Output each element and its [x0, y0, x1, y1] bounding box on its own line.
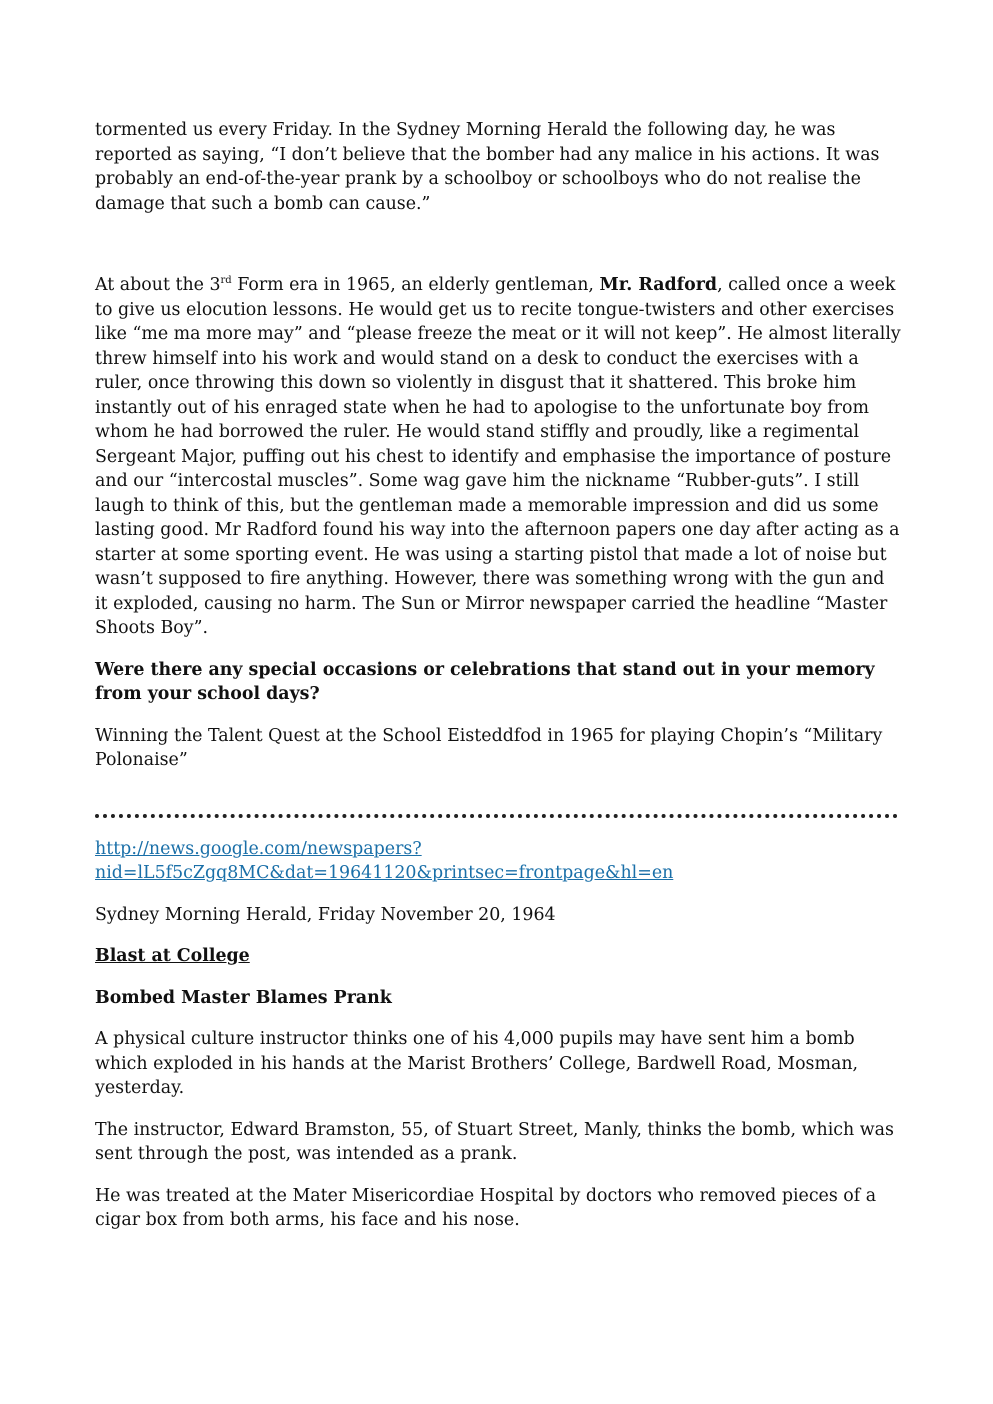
section-divider [95, 814, 898, 818]
paragraph-mr-radford [95, 273, 901, 641]
article-paragraph: He was treated at the Mater Misericordiae Hospital by doctors who removed pieces of a cigar box from both arms, his face and his nose. [95, 1185, 877, 1230]
article-headline: Blast at College [95, 946, 250, 966]
ordinal-superscript: rd [220, 275, 232, 287]
newspaper-link[interactable] [95, 837, 901, 886]
article-subheadline: Bombed Master Blames Prank [95, 987, 392, 1008]
interview-answer: Winning the Talent Quest at the School Eisteddfod in 1965 for playing Chopin’s “Military Polonaise” [95, 725, 883, 770]
article-paragraph: The instructor, Edward Bramston, 55, of Stuart Street, Manly, thinks the bomb, which was sent through the post, was intended as a prank. [95, 1119, 894, 1164]
article-dateline: Sydney Morning Herald, Friday November 20, 1964 [95, 904, 556, 925]
radford-intro-text: Form era in 1965, an elderly gentleman, [231, 275, 600, 295]
interview-question: Were there any special occasions or celebrations that stand out in your memory from your school days? [95, 659, 875, 704]
article-paragraph: A physical culture instructor thinks one of his 4,000 pupils may have sent him a bomb which exploded in his hands at the Marist Brothers’ College, Bardwell Road, Mosman, yesterday. [95, 1029, 859, 1098]
radford-name: Mr. Radford [599, 275, 718, 295]
newspaper-link-line-1[interactable]: http://news.google.com/newspapers? [95, 838, 422, 859]
document-body [95, 118, 901, 1250]
radford-lead-text: At about the 3 [95, 275, 221, 295]
radford-rest-text: , called once a week to give us elocution lessons. He would get us to recite tongue-twisters and other exercises like “me ma more may” and “please freeze the meat or it will not keep”. He almost literally threw himself into his work and would stand on a desk to conduct the exercises with a ruler, once throwing this down so violently in disgust that it shattered. This broke him instantly out of his enraged state when he had to apologise to the unfortunate boy from whom he had borrowed the ruler. He would stand stiffly and proudly, like a regimental Sergeant Major, puffing out his chest to identify and emphasise the importance of posture and our “intercostal muscles”. Some wag gave him the nickname “Rubber-guts”. I still laugh to think of this, but the gentleman made a memorable impression and did us some lasting good. Mr Radford found his way into the afternoon papers one day after acting as a starter at some sporting event. He was using a starting pistol that made a lot of noise but wasn’t supposed to fire anything. However, there was something wrong with the gun and it exploded, causing no harm. The Sun or Mirror newspaper carried the headline “Master Shoots Boy”. [95, 275, 901, 638]
paragraph-bombing-quote: tormented us every Friday. In the Sydney Morning Herald the following day, he was reported as saying, “I don’t believe that the bomber had any malice in his actions. It was probably an end-of-the-year prank by a schoolboy or schoolboys who do not realise the damage that such a bomb can cause.” [95, 120, 880, 214]
newspaper-link-line-2[interactable]: nid=lL5f5cZgq8MC&dat=19641120&printsec=frontpage&hl=en [95, 863, 674, 883]
